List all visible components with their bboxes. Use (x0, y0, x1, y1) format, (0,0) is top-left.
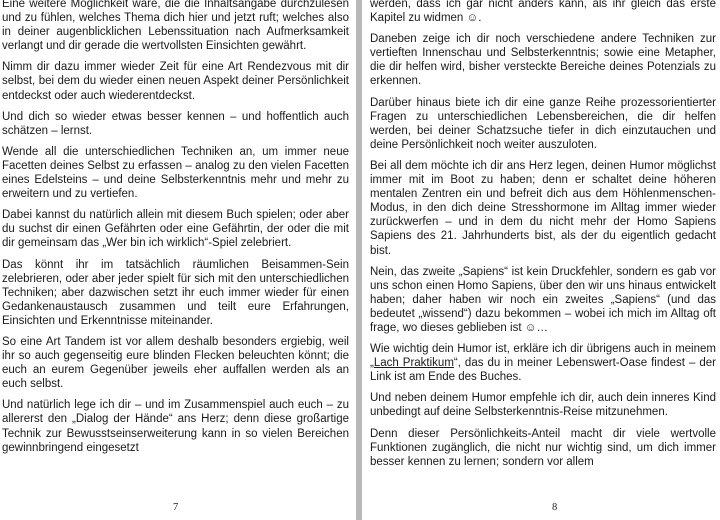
paragraph: Nein, das zweite „Sapiens“ ist kein Druckfehler, sondern es gab vor uns schon einen Homo Sapiens, über den wir uns hinaus entwickelt haben; daher haben wir noch ein zweites „Sapiens“ (und das bedeutet „wissend“) dazu bekommen – wobei ich mich im Alltag oft frage, wo dieses geblieben ist ☺… (370, 265, 716, 334)
paragraph-text: Wie wichtig dein Humor ist, erkläre ich dir übrigens auch in meinem „ (370, 343, 716, 370)
paragraph: Dabei kannst du natürlich allein mit diesem Buch spielen; oder aber du suchst dir einen Gefährten oder eine Gefährtin, der oder die mit dir gemeinsam das „Wer bin ich wirklich“-Spiel zelebriert. (2, 209, 349, 250)
page-number-left: 7 (173, 502, 179, 513)
paragraph-with-link (370, 342, 716, 384)
right-page (362, 0, 720, 520)
paragraph: Und natürlich lege ich dir – und im Zusammenspiel auch euch – zu allererst den „Dialog der Hände“ ans Herz; denn diese großartige Technik zur Bewusstseinserweiterung kann in so vielen Bereichen gewinnbringend eingesetzt (2, 399, 349, 454)
paragraph: Und dich so wieder etwas besser kennen – und hoffentlich auch schätzen – lernst. (2, 110, 349, 137)
paragraph-text: “, das du in meiner Lebenswert-Oase findest – der Link ist am Ende des Buches. (370, 357, 716, 384)
paragraph: Wende all die unterschiedlichen Techniken an, um immer neue Facetten deines Selbst zu erfassen – analog zu den vielen Facetten eines Edelsteins – und deine Selbsterkenntnis mehr und mehr zu erweitern und zu vertiefen. (2, 145, 349, 201)
paragraph: So eine Art Tandem ist vor allem deshalb besonders ergiebig, weil ihr so auch gegenseitig eure blinden Flecken beleuchten könnt; die euch an eurem Gegenüber jeweils eher auffallen werden als an euch selbst. (2, 335, 349, 391)
lach-praktikum-link[interactable]: Lach Praktikum (373, 357, 454, 370)
paragraph: werden, dass ich gar nicht anders kann, als ihr gleich das erste Kapitel zu widmen ☺. (370, 0, 716, 25)
paragraph: Bei all dem möchte ich dir ans Herz legen, deinen Humor möglichst immer mit im Boot zu haben; denn er schaltet deine höheren mentalen Zentren ein und befreit dich aus dem Höhlenmenschen-Modus, in den dich deine Stresshormone im Alltag immer wieder zurückwerfen – und in dem du nicht mehr der Homo Sapiens Sapiens des 21. Jahrhunderts bist, als der du eigentlich gedacht bist. (370, 159, 716, 257)
page-number-right: 8 (552, 502, 558, 513)
paragraph: Und neben deinem Humor empfehle ich dir, auch dein inneres Kind unbedingt auf deine Selbsterkenntnis-Reise mitzunehmen. (370, 392, 716, 419)
left-page (0, 0, 356, 520)
paragraph: Denn dieser Persönlichkeits-Anteil macht dir viele wertvolle Funktionen zugänglich, die nicht nur wichtig sind, um dich immer besser kennen zu lernen; sondern vor allem (370, 427, 716, 468)
right-page-text (370, 0, 716, 476)
paragraph: Darüber hinaus biete ich dir eine ganze Reihe prozessorientierter Fragen zu unterschiedlichen Lebensbereichen, die dir helfen werden, bei deiner Schatzsuche tiefer in dich einzutauchen und deine Persönlichkeit noch weiter auszuloten. (370, 96, 716, 151)
paragraph: Daneben zeige ich dir noch verschiedene andere Techniken zur vertieften Innenschau und Selbsterkenntnis; sowie eine Metapher, die dir helfen wird, bisher versteckte Bereiche deines Potenzials zu erkennen. (370, 33, 716, 88)
left-page-text (2, 0, 349, 462)
paragraph: Nimm dir dazu immer wieder Zeit für eine Art Rendezvous mit dir selbst, bei dem du wieder einen neuen Aspekt deiner Persönlichkeit entdeckst oder auch wiederentdeckst. (2, 61, 349, 102)
paragraph: Eine weitere Möglichkeit wäre, die die Inhaltsangabe durchzulesen und zu fühlen, welches Thema dich hier und jetzt ruft; welches also in deiner augenblicklichen Lebenssituation nach Aufmerksamkeit verlangt und dir gerade die wertvollsten Einsichten gewährt. (2, 0, 349, 53)
paragraph: Das könnt ihr im tatsächlich räumlichen Beisammen-Sein zelebrieren, oder aber jeder spielt für sich mit den unterschiedlichen Techniken; aber dazwischen setzt ihr euch immer wieder für einen Gedankenaustausch zusammen und teilt eure Erfahrungen, Einsichten und Erkenntnisse miteinander. (2, 258, 349, 327)
